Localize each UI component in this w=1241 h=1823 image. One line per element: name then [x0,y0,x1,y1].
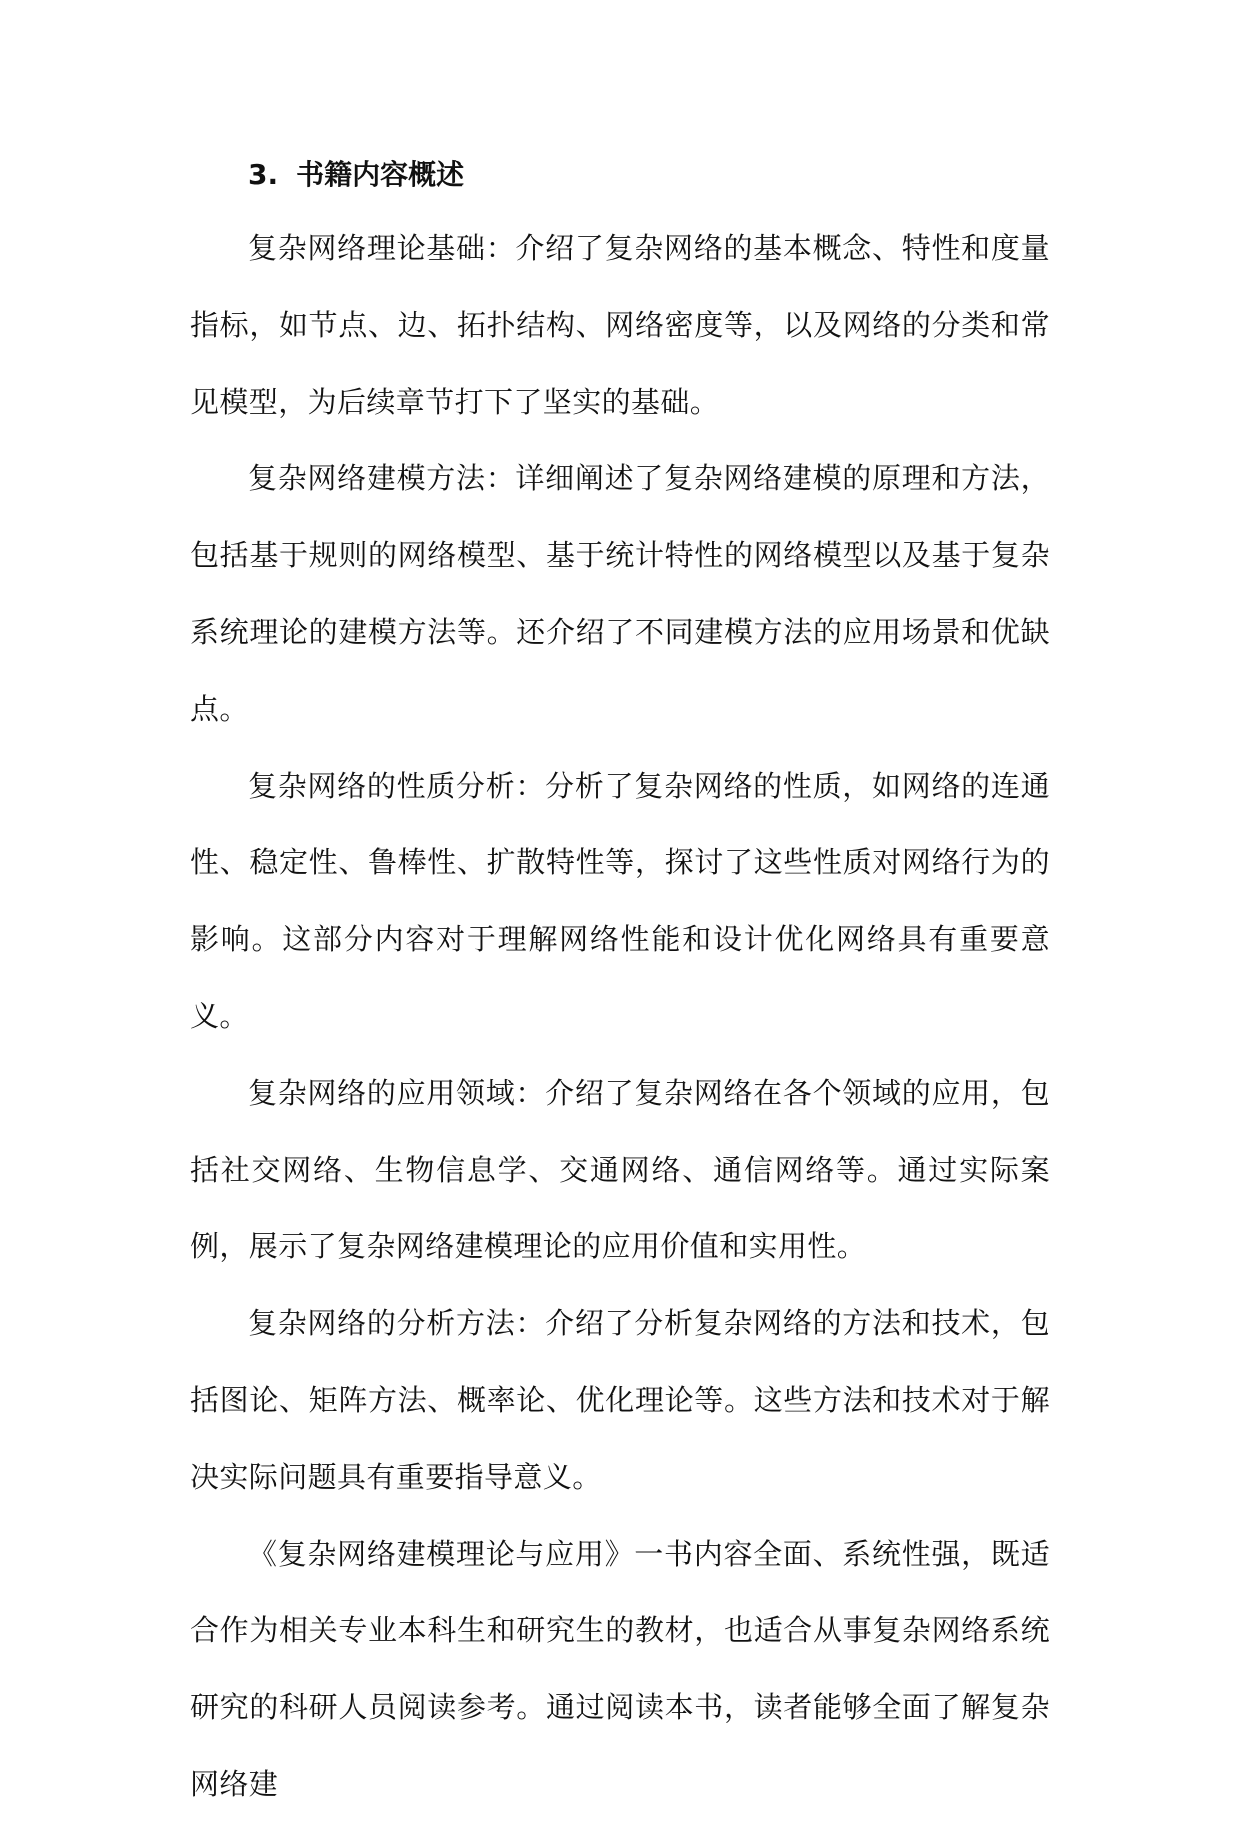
paragraph-property-analysis: 复杂网络的性质分析：分析了复杂网络的性质，如网络的连通性、稳定性、鲁棒性、扩散特性等，探讨了这些性质对网络行为的影响。这部分内容对于理解网络性能和设计优化网络具有重要意义。 [190,768,1050,1033]
paragraph-book-summary: 《复杂网络建模理论与应用》一书内容全面、系统性强，既适合作为相关专业本科生和研究生的教材，也适合从事复杂网络系统研究的科研人员阅读参考。通过阅读本书，读者能够全面了解复杂网络建 [190,1536,1050,1801]
paragraph-modeling-methods: 复杂网络建模方法：详细阐述了复杂网络建模的原理和方法，包括基于规则的网络模型、基于统计特性的网络模型以及基于复杂系统理论的建模方法等。还介绍了不同建模方法的应用场景和优缺点。 [190,461,1050,726]
document-body [190,140,1050,1823]
paragraph-application-fields: 复杂网络的应用领域：介绍了复杂网络在各个领域的应用，包括社交网络、生物信息学、交通网络、通信网络等。通过实际案例，展示了复杂网络建模理论的应用价值和实用性。 [190,1075,1050,1264]
section-number: 3. [248,158,279,191]
paragraph-analysis-methods: 复杂网络的分析方法：介绍了分析复杂网络的方法和技术，包括图论、矩阵方法、概率论、优化理论等。这些方法和技术对于解决实际问题具有重要指导意义。 [190,1306,1050,1494]
section-title: 书籍内容概述 [296,158,465,191]
paragraph-network-theory-basics: 复杂网络理论基础：介绍了复杂网络的基本概念、特性和度量指标，如节点、边、拓扑结构、网络密度等，以及网络的分类和常见模型，为后续章节打下了坚实的基础。 [190,231,1050,419]
section-heading [190,140,1050,210]
